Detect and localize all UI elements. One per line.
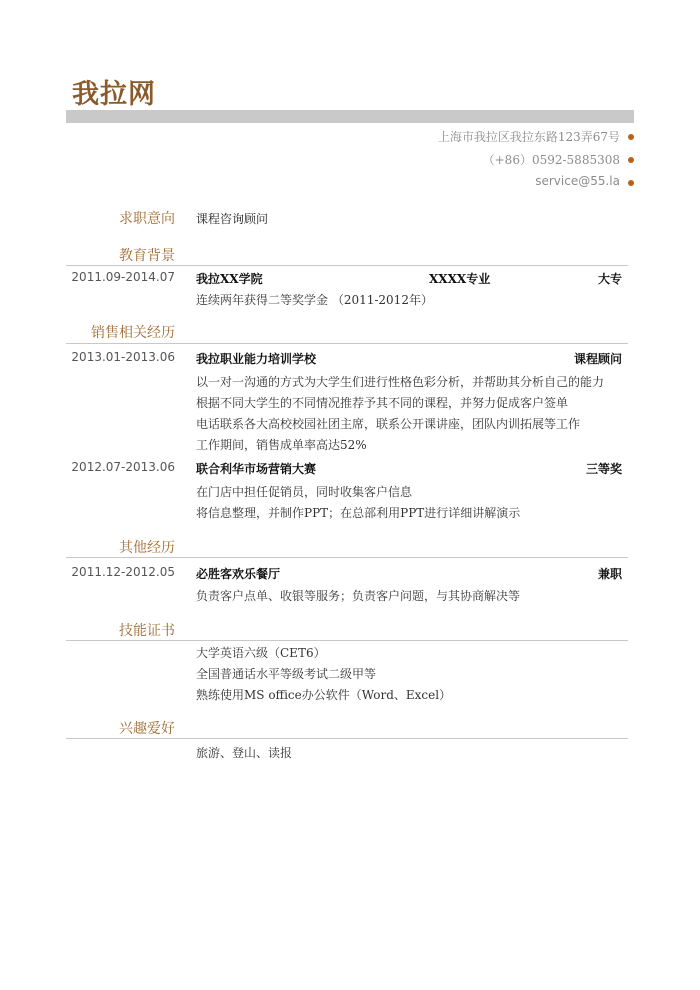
address-text: 上海市我拉区我拉东路123弄67号 (437, 130, 620, 144)
other-entry-date: 2011.12-2012.05 (71, 565, 175, 579)
resume-name: 我拉网 (72, 79, 156, 110)
header-bar (66, 110, 634, 123)
sales-entry-org: 我拉职业能力培训学校 (196, 352, 317, 366)
section-divider (66, 640, 628, 641)
education-major: XXXX专业 (429, 272, 491, 286)
skill-item: 大学英语六级（CET6） (196, 646, 326, 660)
section-title-objective: 求职意向 (119, 211, 175, 227)
section-title-other: 其他经历 (119, 540, 175, 556)
section-divider (66, 738, 628, 739)
sales-entry-detail: 在门店中担任促销员，同时收集客户信息 (196, 485, 413, 499)
address-bullet-icon (628, 134, 634, 140)
sales-entry-role: 三等奖 (585, 462, 622, 476)
email-link[interactable]: service@55.la (535, 174, 620, 188)
phone-bullet-icon (628, 157, 634, 163)
sales-entry-detail: 电话联系各大高校校园社团主席，联系公开课讲座，团队内训拓展等工作 (196, 417, 581, 431)
hobbies-value: 旅游、登山、读报 (196, 746, 293, 760)
other-entry-org: 必胜客欢乐餐厅 (196, 567, 281, 581)
section-title-sales: 销售相关经历 (91, 325, 175, 341)
other-entry-role: 兼职 (597, 567, 622, 581)
section-title-skills: 技能证书 (119, 623, 175, 639)
skill-item: 全国普通话水平等级考试二级甲等 (196, 667, 377, 681)
section-divider (66, 557, 628, 558)
sales-entry-detail: 以一对一沟通的方式为大学生们进行性格色彩分析，并帮助其分析自己的能力 (196, 375, 605, 389)
section-divider (66, 343, 628, 344)
sales-entry-detail: 将信息整理，并制作PPT；在总部利用PPT进行详细讲解演示 (196, 506, 521, 520)
objective-value: 课程咨询顾问 (196, 212, 269, 226)
sales-entry-date: 2013.01-2013.06 (71, 350, 175, 364)
education-detail: 连续两年获得二等奖学金 （2011-2012年） (196, 293, 433, 307)
sales-entry-detail: 根据不同大学生的不同情况推荐予其不同的课程，并努力促成客户签单 (196, 396, 569, 410)
sales-entry-org: 联合利华市场营销大赛 (196, 462, 317, 476)
phone-text: （+86）0592-5885308 (482, 153, 620, 167)
section-title-education: 教育背景 (119, 248, 175, 264)
education-school: 我拉XX学院 (196, 272, 263, 286)
sales-entry-detail: 工作期间，销售成单率高达52% (196, 438, 367, 452)
skill-item: 熟练使用MS office办公软件（Word、Excel） (196, 688, 452, 702)
sales-entry-role: 课程顾问 (573, 352, 622, 366)
email-bullet-icon (628, 180, 634, 186)
section-title-hobbies: 兴趣爱好 (119, 721, 175, 737)
education-date: 2011.09-2014.07 (71, 270, 175, 284)
section-divider (66, 265, 628, 266)
sales-entry-date: 2012.07-2013.06 (71, 460, 175, 474)
education-degree: 大专 (597, 272, 622, 286)
other-entry-detail: 负责客户点单、收银等服务；负责客户问题，与其协商解决等 (196, 589, 521, 603)
